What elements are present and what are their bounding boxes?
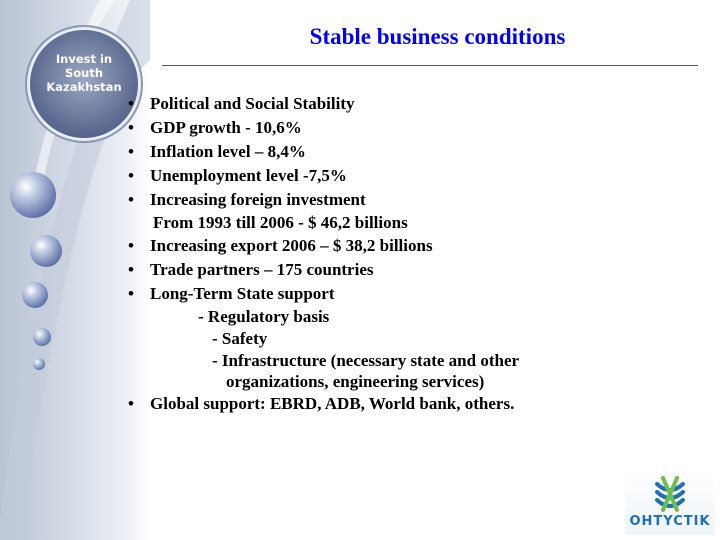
- list-item-text: GDP growth - 10,6%: [150, 118, 302, 137]
- list-item: [128, 164, 688, 188]
- list-item: [128, 282, 688, 306]
- bullet-icon: •: [128, 142, 134, 161]
- list-item-text: Political and Social Stability: [150, 94, 355, 113]
- decorative-sphere: [10, 172, 56, 218]
- list-item-text: Long-Term State support: [150, 284, 335, 303]
- list-item-subtext: - Infrastructure (necessary state and other: [212, 351, 520, 370]
- list-item-subtext: - Safety: [212, 329, 268, 348]
- ontustik-logo: [625, 470, 715, 535]
- decorative-sphere: [22, 282, 48, 308]
- bullet-icon: •: [128, 394, 134, 413]
- bullet-icon: •: [128, 236, 134, 255]
- list-item: [128, 258, 688, 282]
- list-item: [128, 116, 688, 140]
- bullet-icon: •: [128, 166, 134, 185]
- ontustik-emblem-icon: [625, 470, 715, 515]
- bullet-icon: •: [128, 260, 134, 279]
- list-item: [128, 234, 688, 258]
- list-item-text: Trade partners – 175 countries: [150, 260, 374, 279]
- list-item: [128, 140, 688, 164]
- list-item: [128, 392, 688, 416]
- ontustik-logo-text: OHTYCTIK: [629, 514, 711, 529]
- list-item: [128, 188, 688, 212]
- list-item-text: Inflation level – 8,4%: [150, 142, 306, 161]
- bullet-icon: •: [128, 190, 134, 209]
- list-item-subtext: From 1993 till 2006 - $ 46,2 billions: [153, 213, 408, 232]
- list-item-subtext-continued: organizations, engineering services): [226, 372, 485, 391]
- decorative-sphere: [33, 358, 45, 370]
- logo-text-line: South: [64, 66, 104, 80]
- logo-text-line: Invest in: [55, 52, 113, 66]
- bullet-icon: •: [128, 94, 134, 113]
- invest-south-kazakhstan-logo: [30, 30, 138, 138]
- list-item-subtext: - Regulatory basis: [198, 307, 330, 326]
- list-item-text: Unemployment level -7,5%: [150, 166, 347, 185]
- list-item-text: Increasing export 2006 – $ 38,2 billions: [150, 236, 433, 255]
- bullet-icon: •: [128, 118, 134, 137]
- list-item-text: Increasing foreign investment: [150, 190, 366, 209]
- bullet-list: [128, 92, 688, 416]
- list-item: [128, 92, 688, 116]
- logo-text-line: Kazakhstan: [46, 80, 122, 94]
- title-divider: [162, 65, 698, 66]
- page-title: Stable business conditions: [309, 24, 566, 49]
- list-item-text: Global support: EBRD, ADB, World bank, others.: [150, 394, 515, 413]
- list-item-subtext: [128, 372, 688, 392]
- bullet-icon: •: [128, 284, 134, 303]
- decorative-sphere: [33, 328, 51, 346]
- decorative-sphere: [30, 235, 62, 267]
